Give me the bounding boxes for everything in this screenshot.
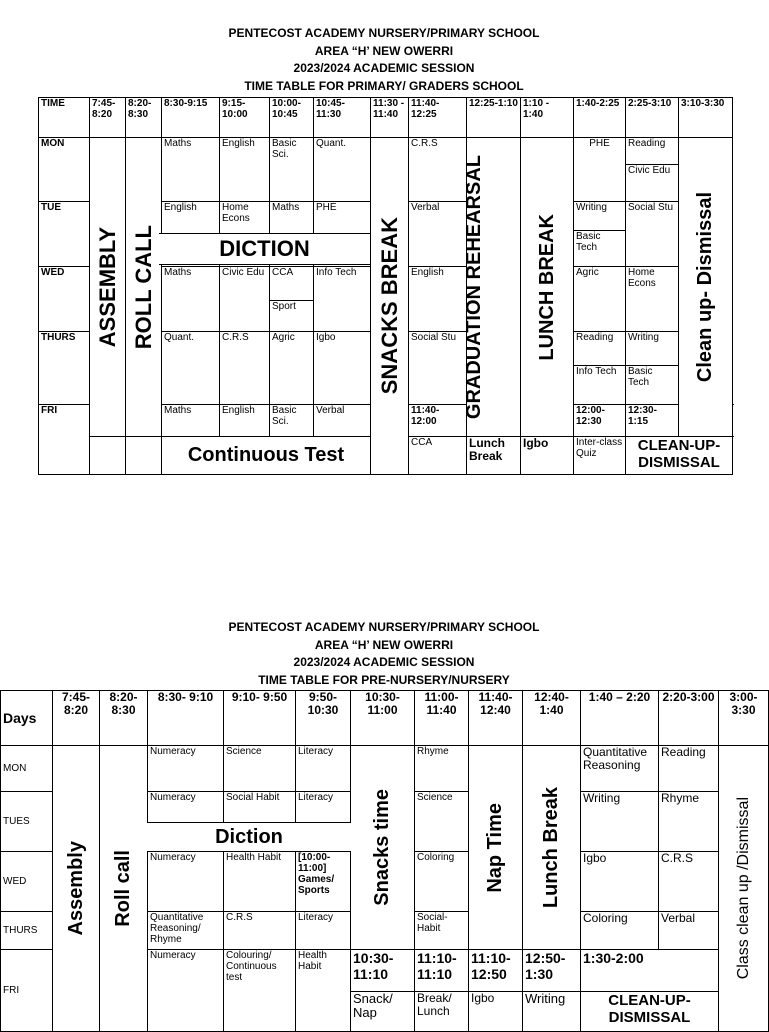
- day-label: THURS: [39, 332, 90, 405]
- subject-cell: Home Econs: [626, 267, 679, 332]
- subject-cell: English: [409, 267, 467, 332]
- clean-up-cell: [719, 746, 769, 1032]
- snacks-label: Snacks time: [371, 789, 393, 906]
- day-label: FRI: [39, 405, 90, 475]
- school-name: PENTECOST ACADEMY NURSERY/PRIMARY SCHOOL: [228, 26, 540, 40]
- subject-cell: Social Habit: [224, 792, 296, 852]
- nap-label: Nap Time: [484, 802, 506, 893]
- activity-cell: Inter-class Quiz: [574, 437, 626, 475]
- school-name: PENTECOST ACADEMY NURSERY/PRIMARY SCHOOL: [228, 620, 540, 634]
- lunch-cell: [523, 746, 581, 950]
- graduation-label: GRADUATION REHEARSAL: [463, 154, 485, 420]
- roll-call-cell: [126, 138, 162, 437]
- subject-text: Basic Tech: [574, 230, 625, 253]
- diction-label: Diction: [147, 822, 351, 852]
- subject-cell: Verbal: [314, 405, 371, 437]
- table-row: [1, 746, 769, 792]
- snacks-label: SNACKS BREAK: [377, 217, 402, 395]
- header-row: [1, 691, 769, 746]
- subject-cell: Maths: [270, 202, 314, 267]
- col-header: 10:00-10:45: [270, 98, 314, 138]
- subject-cell: Agric: [574, 267, 626, 332]
- snacks-cell: [351, 746, 415, 950]
- subject-cell: Writing: [581, 792, 659, 852]
- col-header: 8:20-8:30: [126, 98, 162, 138]
- clean-up-dismissal: CLEAN-UP-DISMISSAL: [581, 992, 719, 1032]
- subject-cell: Quantitative Reasoning: [581, 746, 659, 792]
- subject-cell: Civic Edu: [220, 267, 270, 332]
- subject-cell: Maths: [162, 267, 220, 332]
- subject-cell: PHE: [314, 202, 371, 267]
- assembly-cell: [53, 746, 100, 1032]
- roll-call-cell: [100, 746, 148, 1032]
- col-header: 11:00-11:40: [415, 691, 469, 746]
- academic-session: 2023/2024 ACADEMIC SESSION: [293, 655, 475, 669]
- header-row: [39, 98, 733, 138]
- col-header: 9:15-10:00: [220, 98, 270, 138]
- subject-cell: Rhyme: [415, 746, 469, 792]
- subject-cell: Basic Sci.: [270, 405, 314, 437]
- subject-cell: Literacy: [296, 746, 351, 792]
- day-label: WED: [39, 267, 90, 332]
- primary-header: [0, 25, 768, 95]
- col-header: 1:40 – 2:20: [581, 691, 659, 746]
- subject-cell: Social-Habit: [415, 912, 469, 950]
- subject-cell: Numeracy: [148, 792, 224, 852]
- subject-cell: Quantitative Reasoning/ Rhyme: [148, 912, 224, 950]
- timetable-title: TIME TABLE FOR PRE-NURSERY/NURSERY: [258, 672, 510, 687]
- col-header: 11:40-12:40: [469, 691, 523, 746]
- diction-label: DICTION: [159, 233, 370, 265]
- time-cell: 11:10-11:10: [415, 950, 469, 992]
- roll-call-label: ROLL CALL: [131, 224, 156, 350]
- subject-cell: Igbo: [314, 332, 371, 405]
- subject-cell: Verbal: [659, 912, 719, 950]
- clean-up-cell: [679, 138, 733, 437]
- time-cell: 12:00-12:30: [574, 405, 626, 437]
- subject-cell: English: [162, 202, 220, 267]
- subject-cell: Social Stu: [626, 202, 679, 267]
- col-header: 1:10 - 1:40: [521, 98, 574, 138]
- subject-text: Reading: [628, 138, 666, 149]
- clean-up-label: Class clean up /Dismissal: [735, 797, 752, 980]
- snacks-cell: [371, 138, 409, 475]
- subject-cell: Social Stu: [409, 332, 467, 405]
- subject-cell: PHE: [574, 138, 626, 202]
- subject-cell: [574, 202, 626, 267]
- day-label: WED: [1, 852, 53, 912]
- lunch-cell: [521, 138, 574, 437]
- subject-cell: Agric: [270, 332, 314, 405]
- time-cell: 1:30-2:00: [581, 950, 719, 992]
- subject-cell: [626, 138, 679, 202]
- col-header: TIME: [39, 98, 90, 138]
- col-header: 11:40-12:25: [409, 98, 467, 138]
- subject-cell: Science: [224, 746, 296, 792]
- subject-cell: Quant.: [314, 138, 371, 202]
- subject-text: Basic Tech: [626, 365, 678, 388]
- blank-cell: [126, 437, 162, 475]
- timetable-title: TIME TABLE FOR PRIMARY/ GRADERS SCHOOL: [244, 78, 524, 93]
- subject-cell: English: [220, 138, 270, 202]
- subject-cell: Reading: [659, 746, 719, 792]
- assembly-cell: [90, 138, 126, 437]
- day-label: TUES: [1, 792, 53, 852]
- subject-cell: English: [220, 405, 270, 437]
- lunch-label: Lunch Break: [540, 786, 562, 909]
- time-cell: 11:40-12:00: [409, 405, 467, 437]
- clean-up-dismissal: CLEAN-UP-DISMISSAL: [626, 437, 733, 475]
- time-cell: 12:50-1:30: [523, 950, 581, 992]
- subject-cell: Basic Sci.: [270, 138, 314, 202]
- activity-cell: Lunch Break: [467, 437, 521, 475]
- day-label: TUE: [39, 202, 90, 267]
- col-header: Days: [1, 691, 53, 746]
- col-header: 3:10-3:30: [679, 98, 733, 138]
- col-header: 2:25-3:10: [626, 98, 679, 138]
- subject-cell: Literacy: [296, 912, 351, 950]
- subject-cell: Coloring: [415, 852, 469, 912]
- subject-cell: Colouring/ Continuous test: [224, 950, 296, 1032]
- activity-cell: Snack/ Nap: [351, 992, 415, 1032]
- subject-cell: [10:00-11:00] Games/ Sports: [296, 852, 351, 912]
- subject-text: Writing: [628, 332, 659, 343]
- school-address: AREA “H’ NEW OWERRI: [314, 637, 454, 652]
- subject-cell: Science: [415, 792, 469, 852]
- subject-cell: Maths: [162, 405, 220, 437]
- clean-up-label: Clean up- Dismissal: [694, 191, 716, 383]
- day-label: MON: [1, 746, 53, 792]
- subject-cell: Rhyme: [659, 792, 719, 852]
- subject-cell: [270, 267, 314, 332]
- assembly-label: Assembly: [64, 841, 87, 936]
- col-header: 10:45-11:30: [314, 98, 371, 138]
- school-address: AREA “H’ NEW OWERRI: [314, 43, 454, 58]
- subject-cell: C.R.S: [409, 138, 467, 202]
- subject-cell: Info Tech: [314, 267, 371, 332]
- blank-cell: [90, 437, 126, 475]
- subject-text: Sport: [270, 300, 313, 312]
- subject-text: Civic Edu: [626, 164, 678, 176]
- subject-cell: [574, 332, 626, 405]
- activity-cell: Igbo: [469, 992, 523, 1032]
- lunch-label: LUNCH BREAK: [535, 213, 558, 361]
- col-header: 9:10- 9:50: [224, 691, 296, 746]
- activity-cell: Igbo: [521, 437, 574, 475]
- subject-cell: [626, 332, 679, 405]
- col-header: 8:30-9:15: [162, 98, 220, 138]
- time-cell: 12:30-1:15: [626, 405, 679, 437]
- subject-cell: Health Habit: [224, 852, 296, 912]
- col-header: 10:30-11:00: [351, 691, 415, 746]
- table-row: [39, 138, 733, 202]
- subject-cell: Health Habit: [296, 950, 351, 1032]
- subject-text: Info Tech: [574, 365, 625, 377]
- activity-cell: Break/ Lunch: [415, 992, 469, 1032]
- col-header: 8:30- 9:10: [148, 691, 224, 746]
- primary-timetable: [38, 97, 733, 475]
- nursery-timetable: [0, 690, 769, 1032]
- col-header: 12:25-1:10: [467, 98, 521, 138]
- day-label: MON: [39, 138, 90, 202]
- subject-text: Writing: [576, 202, 607, 213]
- graduation-cell: [463, 138, 521, 437]
- col-header: 3:00-3:30: [719, 691, 769, 746]
- subject-cell: Home Econs: [220, 202, 270, 267]
- continuous-test: Continuous Test: [162, 437, 371, 475]
- time-cell: 10:30-11:10: [351, 950, 415, 992]
- day-label: FRI: [1, 950, 53, 1032]
- col-header: 8:20-8:30: [100, 691, 148, 746]
- subject-cell: Coloring: [581, 912, 659, 950]
- subject-cell: C.R.S: [224, 912, 296, 950]
- assembly-label: ASSEMBLY: [95, 226, 120, 348]
- subject-text: CCA: [272, 267, 294, 278]
- subject-cell: Verbal: [409, 202, 467, 267]
- activity-cell: CCA: [409, 437, 467, 475]
- subject-cell: C.R.S: [220, 332, 270, 405]
- col-header: 1:40-2:25: [574, 98, 626, 138]
- col-header: 11:30 - 11:40: [371, 98, 409, 138]
- activity-cell: Writing: [523, 992, 581, 1032]
- subject-cell: Numeracy: [148, 746, 224, 792]
- time-cell: 11:10-12:50: [469, 950, 523, 992]
- subject-text: Reading: [576, 332, 614, 343]
- col-header: 2:20-3:00: [659, 691, 719, 746]
- subject-cell: Quant.: [162, 332, 220, 405]
- roll-call-label: Roll call: [112, 850, 134, 927]
- col-header: 12:40-1:40: [523, 691, 581, 746]
- col-header: 7:45-8:20: [90, 98, 126, 138]
- subject-cell: Numeracy: [148, 950, 224, 1032]
- subject-cell: Literacy: [296, 792, 351, 852]
- academic-session: 2023/2024 ACADEMIC SESSION: [293, 61, 475, 75]
- subject-cell: Numeracy: [148, 852, 224, 912]
- nursery-header: [0, 619, 768, 689]
- subject-cell: Maths: [162, 138, 220, 202]
- subject-cell: C.R.S: [659, 852, 719, 912]
- day-label: THURS: [1, 912, 53, 950]
- col-header: 7:45-8:20: [53, 691, 100, 746]
- col-header: 9:50-10:30: [296, 691, 351, 746]
- subject-cell: Igbo: [581, 852, 659, 912]
- nap-cell: [469, 746, 523, 950]
